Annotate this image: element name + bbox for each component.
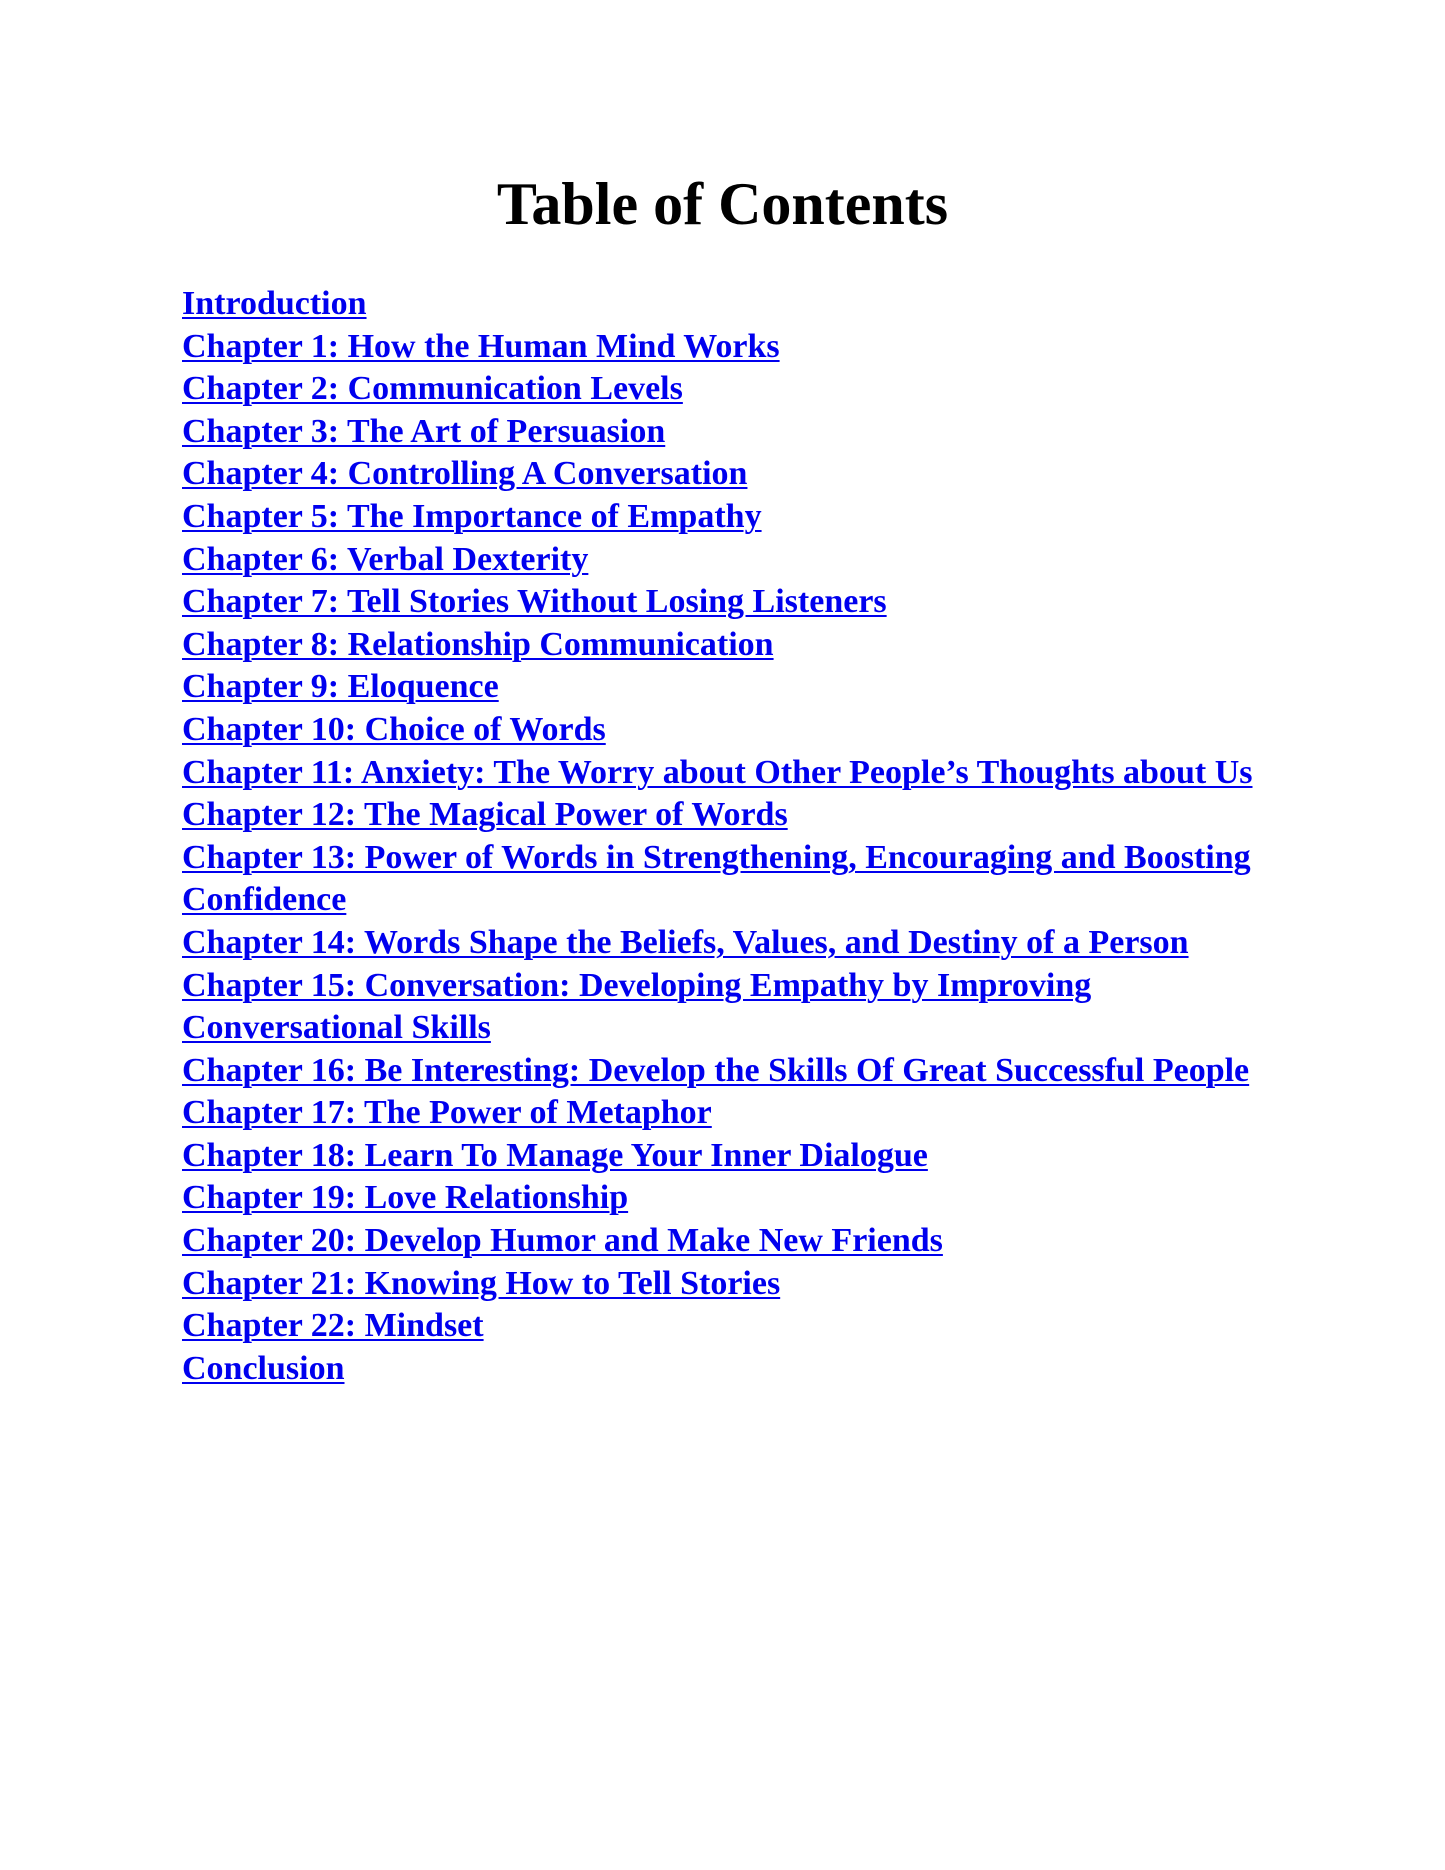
- toc-link-chapter-7[interactable]: Chapter 7: Tell Stories Without Losing Listeners: [182, 583, 887, 621]
- toc-link-chapter-22[interactable]: Chapter 22: Mindset: [182, 1307, 484, 1345]
- toc-link-chapter-15[interactable]: Chapter 15: Conversation: Developing Empathy by Improving Conversational Skills: [182, 966, 1092, 1047]
- toc-link-chapter-10[interactable]: Chapter 10: Choice of Words: [182, 710, 606, 748]
- toc-link-chapter-5[interactable]: Chapter 5: The Importance of Empathy: [182, 497, 762, 535]
- toc-link-chapter-9[interactable]: Chapter 9: Eloquence: [182, 668, 499, 706]
- toc-item: [182, 794, 1282, 837]
- toc-link-chapter-14[interactable]: Chapter 14: Words Shape the Beliefs, Values, and Destiny of a Person: [182, 923, 1189, 961]
- toc-item: [182, 539, 1282, 582]
- toc-link-chapter-4[interactable]: Chapter 4: Controlling A Conversation: [182, 455, 748, 493]
- toc-item: [182, 709, 1282, 752]
- toc-link-chapter-11[interactable]: Chapter 11: Anxiety: The Worry about Other People’s Thoughts about Us: [182, 753, 1253, 791]
- toc-link-chapter-17[interactable]: Chapter 17: The Power of Metaphor: [182, 1094, 712, 1132]
- toc-item: [182, 1263, 1282, 1306]
- toc-item: [182, 283, 1282, 326]
- toc-item: [182, 1305, 1282, 1348]
- toc-item: [182, 666, 1282, 709]
- toc-item: [182, 1092, 1282, 1135]
- toc-item: [182, 368, 1282, 411]
- toc-link-chapter-18[interactable]: Chapter 18: Learn To Manage Your Inner Dialogue: [182, 1136, 928, 1174]
- toc-item: [182, 922, 1282, 965]
- toc-item: [182, 411, 1282, 454]
- toc-link-chapter-16[interactable]: Chapter 16: Be Interesting: Develop the Skills Of Great Successful People: [182, 1051, 1250, 1089]
- toc-item: [182, 752, 1282, 795]
- toc-item: [182, 1135, 1282, 1178]
- toc-item: [182, 1348, 1282, 1391]
- toc-link-chapter-13[interactable]: Chapter 13: Power of Words in Strengthening, Encouraging and Boosting Confidence: [182, 838, 1251, 919]
- toc-link-chapter-21[interactable]: Chapter 21: Knowing How to Tell Stories: [182, 1264, 781, 1302]
- toc-item: [182, 1220, 1282, 1263]
- toc-item: [182, 624, 1282, 667]
- toc-item: [182, 1050, 1282, 1093]
- toc-item: [182, 453, 1282, 496]
- toc-link-chapter-20[interactable]: Chapter 20: Develop Humor and Make New Friends: [182, 1222, 943, 1260]
- toc-link-chapter-8[interactable]: Chapter 8: Relationship Communication: [182, 625, 774, 663]
- toc-link-chapter-12[interactable]: Chapter 12: The Magical Power of Words: [182, 796, 788, 834]
- toc-item: [182, 581, 1282, 624]
- table-of-contents: [182, 283, 1282, 1390]
- toc-link-introduction[interactable]: Introduction: [182, 285, 367, 322]
- toc-link-chapter-6[interactable]: Chapter 6: Verbal Dexterity: [182, 540, 589, 578]
- toc-item: [182, 837, 1282, 922]
- page-title: Table of Contents: [496, 171, 949, 237]
- toc-link-chapter-1[interactable]: Chapter 1: How the Human Mind Works: [182, 327, 780, 365]
- toc-item: [182, 1177, 1282, 1220]
- toc-item: [182, 496, 1282, 539]
- toc-link-chapter-2[interactable]: Chapter 2: Communication Levels: [182, 370, 683, 408]
- toc-link-conclusion[interactable]: Conclusion: [182, 1349, 345, 1387]
- toc-link-chapter-19[interactable]: Chapter 19: Love Relationship: [182, 1179, 629, 1217]
- toc-link-chapter-3[interactable]: Chapter 3: The Art of Persuasion: [182, 412, 666, 450]
- toc-item: [182, 326, 1282, 369]
- toc-item: [182, 965, 1282, 1050]
